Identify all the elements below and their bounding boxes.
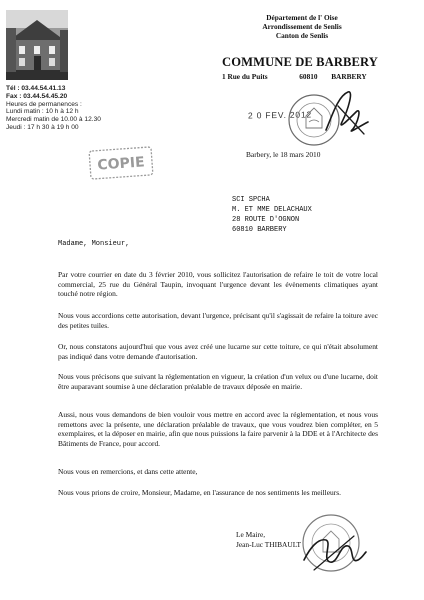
paragraph-text: Nous vous prions de croire, Monsieur, Madame, en l'assurance de nos sentiments les meilleurs. bbox=[58, 488, 341, 497]
commune-address bbox=[222, 72, 367, 81]
building-photo bbox=[6, 10, 68, 80]
signature-block bbox=[236, 530, 301, 549]
city: BARBERY bbox=[331, 72, 367, 81]
paragraph-text: Or, nous constatons aujourd'hui que vous avez créé une lucarne sur cette toiture, ce qui n'était absolument pas indiqué dans votre demande d'autorisation. bbox=[58, 342, 378, 361]
body-paragraph bbox=[58, 410, 378, 448]
fax-line: Fax : 03.44.54.45.20 bbox=[6, 92, 68, 100]
place-date: Barbery, le 18 mars 2010 bbox=[246, 150, 321, 159]
paragraph-text: Par votre courrier en date du 3 février 2010, vous sollicitez l'autorisation de refaire le toit de votre local commercial, 25 rue du Général Taupin, invoquant l'urgence devant les évènements climatiques ayant touché notre région. bbox=[58, 270, 378, 299]
body-paragraph bbox=[58, 311, 378, 330]
department-name: Département de l' Oise bbox=[266, 13, 338, 22]
handwritten-signature-icon bbox=[300, 530, 370, 578]
hours-line: Mercredi matin de 10.00 à 12.30 bbox=[6, 116, 101, 124]
hours-line: Lundi matin : 10 h à 12 h bbox=[6, 108, 79, 116]
body-paragraph bbox=[58, 467, 378, 477]
recipient-line: 28 ROUTE D'OGNON bbox=[232, 216, 300, 224]
canton-name: Canton de Senlis bbox=[275, 31, 329, 40]
handwritten-signature-icon bbox=[318, 86, 374, 146]
salutation: Madame, Monsieur, bbox=[58, 240, 130, 248]
hours-line: Jeudi : 17 h 30 à 19 h 00 bbox=[6, 123, 79, 131]
recipient-block bbox=[232, 195, 312, 235]
recipient-line: M. ET MME DELACHAUX bbox=[232, 206, 312, 214]
recipient-line: SCI SPCHA bbox=[232, 196, 270, 204]
body-paragraph bbox=[58, 342, 378, 361]
contact-block bbox=[6, 85, 101, 132]
signer-title: Le Maire, bbox=[236, 530, 266, 539]
street: 1 Rue du Puits bbox=[222, 72, 268, 81]
paragraph-text: Aussi, nous vous demandons de bien vouloir vous mettre en accord avec la réglementation, et nous vous remettons avec la présente, une déclaration préalable de travaux, que vous voudrez bien compléter, en 5 exemplaires, et la déposer en mairie, afin que nous puissions la faire parvenir à la DDE et à l'Architecte des Bâtiments de France, pour accord. bbox=[58, 410, 378, 448]
arrondissement-name: Arrondissement de Senlis bbox=[262, 22, 342, 31]
tel-line: Tél : 03.44.54.41.13 bbox=[6, 85, 66, 92]
building-photo-image bbox=[6, 10, 68, 80]
department-header bbox=[222, 13, 382, 40]
postal-code: 60810 bbox=[299, 72, 318, 81]
signer-name: Jean-Luc THIBAULT bbox=[236, 539, 302, 549]
paragraph-text: Nous vous précisons que suivant la réglementation en vigueur, la création d'un velux ou d'une lucarne, doit être auparavant soumise à une déclaration préalable de travaux déposée en mairie. bbox=[58, 372, 378, 391]
copie-stamp-text: COPIE bbox=[96, 154, 146, 174]
body-paragraph bbox=[58, 488, 378, 498]
copie-stamp-icon bbox=[88, 146, 154, 180]
recipient-line: 60810 BARBERY bbox=[232, 226, 287, 234]
received-date-stamp: 2 0 FEV. 2012 bbox=[247, 109, 313, 121]
body-paragraph bbox=[58, 270, 378, 299]
hours-title: Heures de permanences : bbox=[6, 100, 82, 108]
body-paragraph bbox=[58, 372, 378, 391]
paragraph-text: Nous vous accordions cette autorisation, devant l'urgence, précisant qu'il s'agissait de refaire la toiture avec des petites tuiles. bbox=[58, 311, 378, 330]
commune-title: COMMUNE DE BARBERY bbox=[222, 55, 378, 69]
paragraph-text: Nous vous en remercions, et dans cette attente, bbox=[58, 467, 198, 476]
